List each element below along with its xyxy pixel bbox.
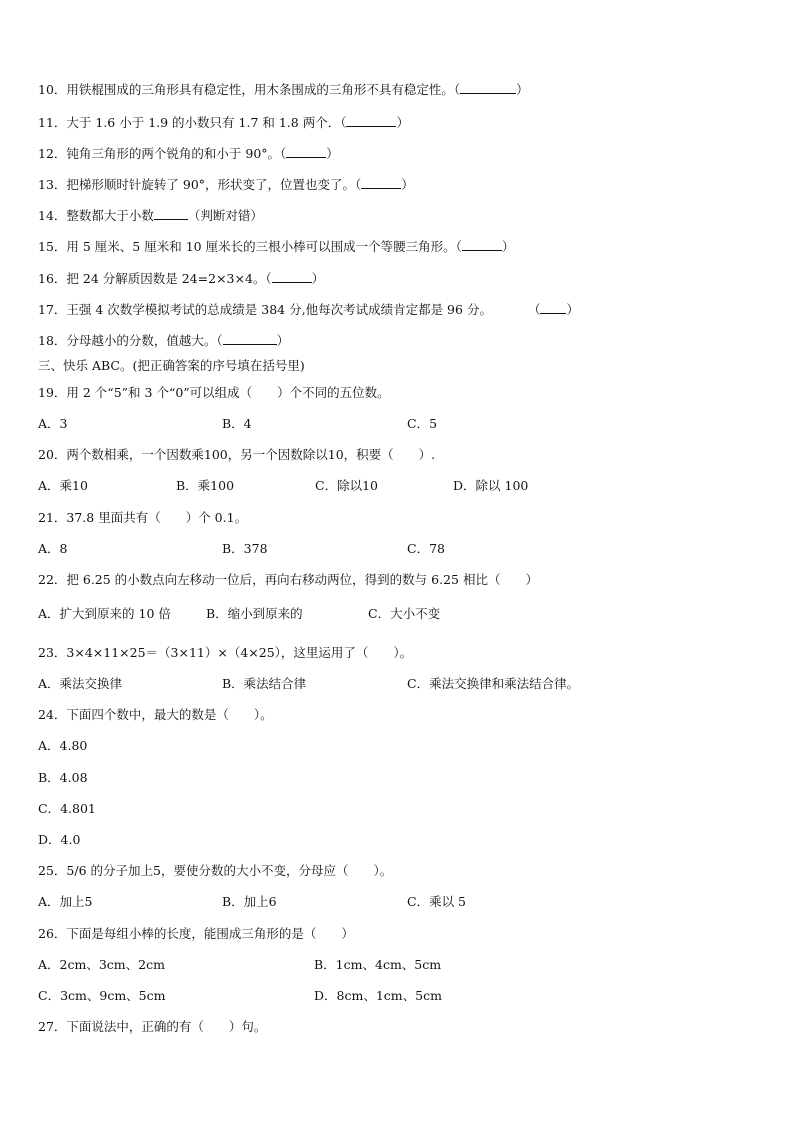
answer-blank[interactable] xyxy=(361,177,401,189)
paren-close: ） xyxy=(501,239,515,254)
question-27-stem: 27．下面说法中，正确的有（ ）句。 xyxy=(38,1019,267,1034)
question-22-stem: 22．把 6.25 的小数点向左移动一位后，再向右移动两位，得到的数与 6.25 相比（ ） xyxy=(38,572,538,587)
question-number: 13． xyxy=(38,177,67,192)
paren-open: （ xyxy=(527,302,541,317)
question-text: 王强 4 次数学模拟考试的总成绩是 384 分,他每次考试成绩肯定都是 96 分。 xyxy=(66,302,492,317)
option-c: C．4.801 xyxy=(38,801,96,816)
question-13 xyxy=(38,177,414,193)
question-number: 11． xyxy=(38,115,67,130)
answer-blank[interactable] xyxy=(154,208,188,220)
paren-close: ） xyxy=(401,177,414,192)
question-number: 16． xyxy=(38,271,67,286)
question-text: 用 5 厘米、5 厘米和 10 厘米长的三根小棒可以围成一个等腰三角形。（ xyxy=(66,239,462,254)
question-12 xyxy=(38,146,339,162)
paren-close: ） xyxy=(311,271,325,286)
option-c: C．除以10 xyxy=(315,478,378,493)
option-a: A．扩大到原来的 10 倍 xyxy=(38,606,171,621)
question-number: 10． xyxy=(38,82,67,97)
option-c: C．5 xyxy=(407,416,438,431)
option-b: B．缩小到原来的 xyxy=(206,606,303,621)
option-d: D．4.0 xyxy=(38,832,81,847)
question-text: 把 24 分解质因数是 24=2×3×4。（ xyxy=(66,271,272,286)
answer-blank[interactable] xyxy=(272,271,312,283)
option-c: C．大小不变 xyxy=(368,606,441,621)
option-b: B．378 xyxy=(222,541,268,556)
question-25-stem: 25．5/6 的分子加上5，要使分数的大小不变，分母应（ ）。 xyxy=(38,863,393,878)
option-a: A．乘10 xyxy=(38,478,88,493)
option-c: C．3cm、9cm、5cm xyxy=(38,988,166,1003)
question-number: 12． xyxy=(38,146,67,161)
question-instruction: （判断对错） xyxy=(187,208,263,223)
question-text: 用铁棍围成的三角形具有稳定性，用木条围成的三角形不具有稳定性。（ xyxy=(66,82,461,97)
answer-blank[interactable] xyxy=(223,333,277,345)
option-d: D．8cm、1cm、5cm xyxy=(314,988,442,1003)
question-number: 17． xyxy=(38,302,67,317)
option-a: A．乘法交换律 xyxy=(38,676,123,691)
option-b: B．加上6 xyxy=(222,894,277,909)
option-a: A．加上5 xyxy=(38,894,93,909)
question-text: 整数都大于小数 xyxy=(66,208,154,223)
option-b: B．1cm、4cm、5cm xyxy=(314,957,442,972)
option-b: B．4 xyxy=(222,416,252,431)
paren-close: ） xyxy=(276,333,290,348)
option-b: B．乘法结合律 xyxy=(222,676,307,691)
question-24-stem: 24．下面四个数中，最大的数是（ ）。 xyxy=(38,707,273,722)
question-text: 大于 1.6 小于 1.9 的小数只有 1.7 和 1.8 两个．（ xyxy=(66,115,347,130)
question-19-stem: 19．用 2 个“5”和 3 个“0”可以组成（ ）个不同的五位数。 xyxy=(38,385,390,400)
option-c: C．乘法交换律和乘法结合律。 xyxy=(407,676,580,691)
question-16 xyxy=(38,271,324,287)
question-17 xyxy=(38,302,579,318)
option-d: D．除以 100 xyxy=(453,478,529,493)
answer-blank[interactable] xyxy=(286,146,326,158)
answer-blank[interactable] xyxy=(540,302,566,314)
question-number: 14． xyxy=(38,208,67,223)
answer-blank[interactable] xyxy=(346,115,396,127)
option-c: C．78 xyxy=(407,541,445,556)
paren-close: ） xyxy=(326,146,339,161)
option-a: A．4.80 xyxy=(38,738,88,753)
option-b: B．4.08 xyxy=(38,770,88,785)
question-23-stem: 23．3×4×11×25＝（3×11）×（4×25），这里运用了（ ）。 xyxy=(38,645,413,660)
question-11 xyxy=(38,115,409,131)
question-text: 把梯形顺时针旋转了 90°，形状变了，位置也变了。（ xyxy=(66,177,362,192)
option-a: A．8 xyxy=(38,541,68,556)
option-a: A．3 xyxy=(38,416,68,431)
answer-blank[interactable] xyxy=(460,82,516,94)
paren-close: ） xyxy=(396,115,409,130)
question-14 xyxy=(38,208,263,224)
question-text: 钝角三角形的两个锐角的和小于 90°。（ xyxy=(66,146,287,161)
question-21-stem: 21．37.8 里面共有（ ）个 0.1。 xyxy=(38,510,248,525)
question-15 xyxy=(38,239,514,255)
question-text: 分母越小的分数，值越大。（ xyxy=(66,333,223,348)
question-18 xyxy=(38,333,289,349)
question-10 xyxy=(38,82,529,98)
question-26-stem: 26．下面是每组小棒的长度，能围成三角形的是（ ） xyxy=(38,926,354,941)
option-c: C．乘以 5 xyxy=(407,894,466,909)
section-heading: 三、快乐 ABC。(把正确答案的序号填在括号里) xyxy=(38,358,305,373)
paren-close: ） xyxy=(566,302,579,317)
option-a: A．2cm、3cm、2cm xyxy=(38,957,165,972)
question-20-stem: 20．两个数相乘，一个因数乘100，另一个因数除以10，积要（ ）. xyxy=(38,447,436,462)
question-number: 15． xyxy=(38,239,67,254)
paren-close: ） xyxy=(516,82,529,97)
answer-blank[interactable] xyxy=(462,239,502,251)
question-number: 18． xyxy=(38,333,67,348)
option-b: B．乘100 xyxy=(176,478,235,493)
